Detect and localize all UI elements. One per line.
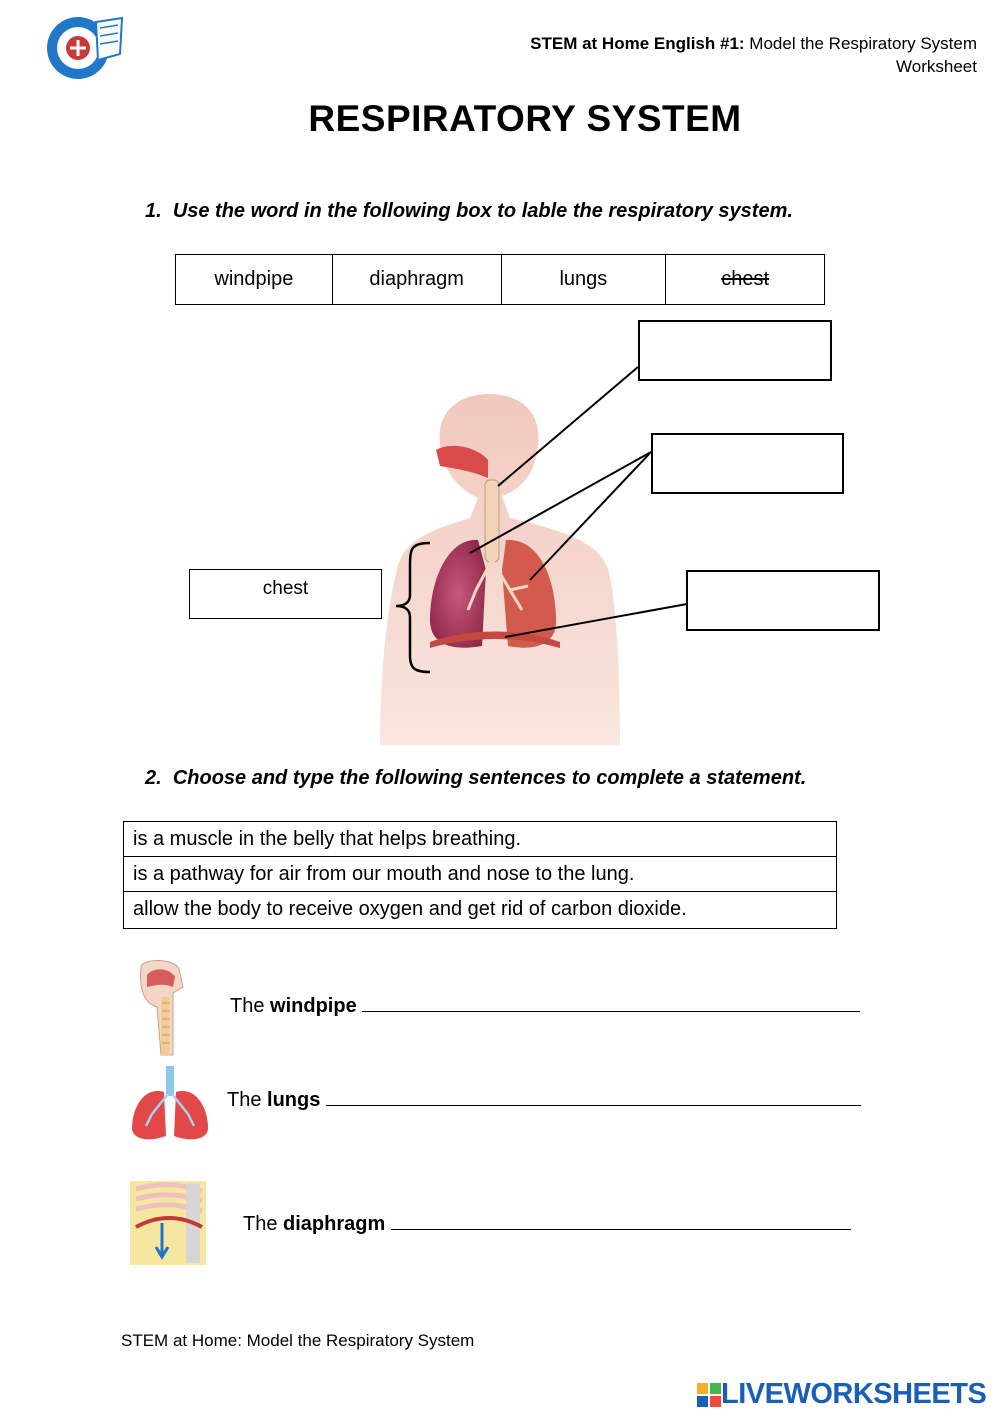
- school-logo: [42, 14, 126, 82]
- lungs-thumbnail: [128, 1064, 212, 1144]
- question-2: 2. Choose and type the following sentences to complete a statement.: [145, 767, 807, 789]
- label-box-top[interactable]: [638, 320, 832, 381]
- word-diaphragm: diaphragm: [333, 255, 502, 304]
- liveworksheets-icon: [697, 1383, 721, 1407]
- statement-lungs: The lungs: [227, 1087, 861, 1112]
- windpipe-thumbnail: [133, 957, 195, 1059]
- sentence-table: [123, 821, 837, 929]
- label-box-middle[interactable]: [651, 433, 844, 494]
- body-silhouette: [380, 394, 620, 745]
- word-lungs: lungs: [502, 255, 667, 304]
- page-title: RESPIRATORY SYSTEM: [308, 98, 742, 139]
- liveworksheets-wordmark: LIVEWORKSHEETS: [721, 1378, 987, 1410]
- statement-diaphragm: The diaphragm: [243, 1211, 851, 1236]
- sentence-row: is a pathway for air from our mouth and nose to the lung.: [124, 857, 836, 892]
- sentence-row: allow the body to receive oxygen and get rid of carbon dioxide.: [133, 898, 687, 920]
- windpipe: [485, 480, 499, 562]
- label-box-chest[interactable]: chest: [189, 569, 382, 619]
- respiratory-system-illustration: [370, 390, 630, 745]
- header-series: STEM at Home English #1: Model the Respiratory System: [530, 34, 977, 53]
- diaphragm-thumbnail: [128, 1179, 208, 1267]
- answer-blank-diaphragm[interactable]: [391, 1211, 851, 1230]
- word-bank: [175, 254, 825, 305]
- label-box-right[interactable]: [686, 570, 880, 631]
- header-doc-type: Worksheet: [896, 57, 977, 76]
- footer-text: STEM at Home: Model the Respiratory System: [121, 1331, 475, 1350]
- sentence-row: is a muscle in the belly that helps breathing.: [124, 822, 836, 857]
- word-chest: chest: [721, 268, 770, 290]
- liveworksheets-logo: [697, 1378, 986, 1411]
- answer-blank-lungs[interactable]: [326, 1087, 861, 1106]
- statement-windpipe: The windpipe: [230, 993, 860, 1018]
- word-windpipe: windpipe: [176, 255, 333, 304]
- question-1: 1. Use the word in the following box to lable the respiratory system.: [145, 200, 793, 222]
- answer-blank-windpipe[interactable]: [362, 993, 860, 1012]
